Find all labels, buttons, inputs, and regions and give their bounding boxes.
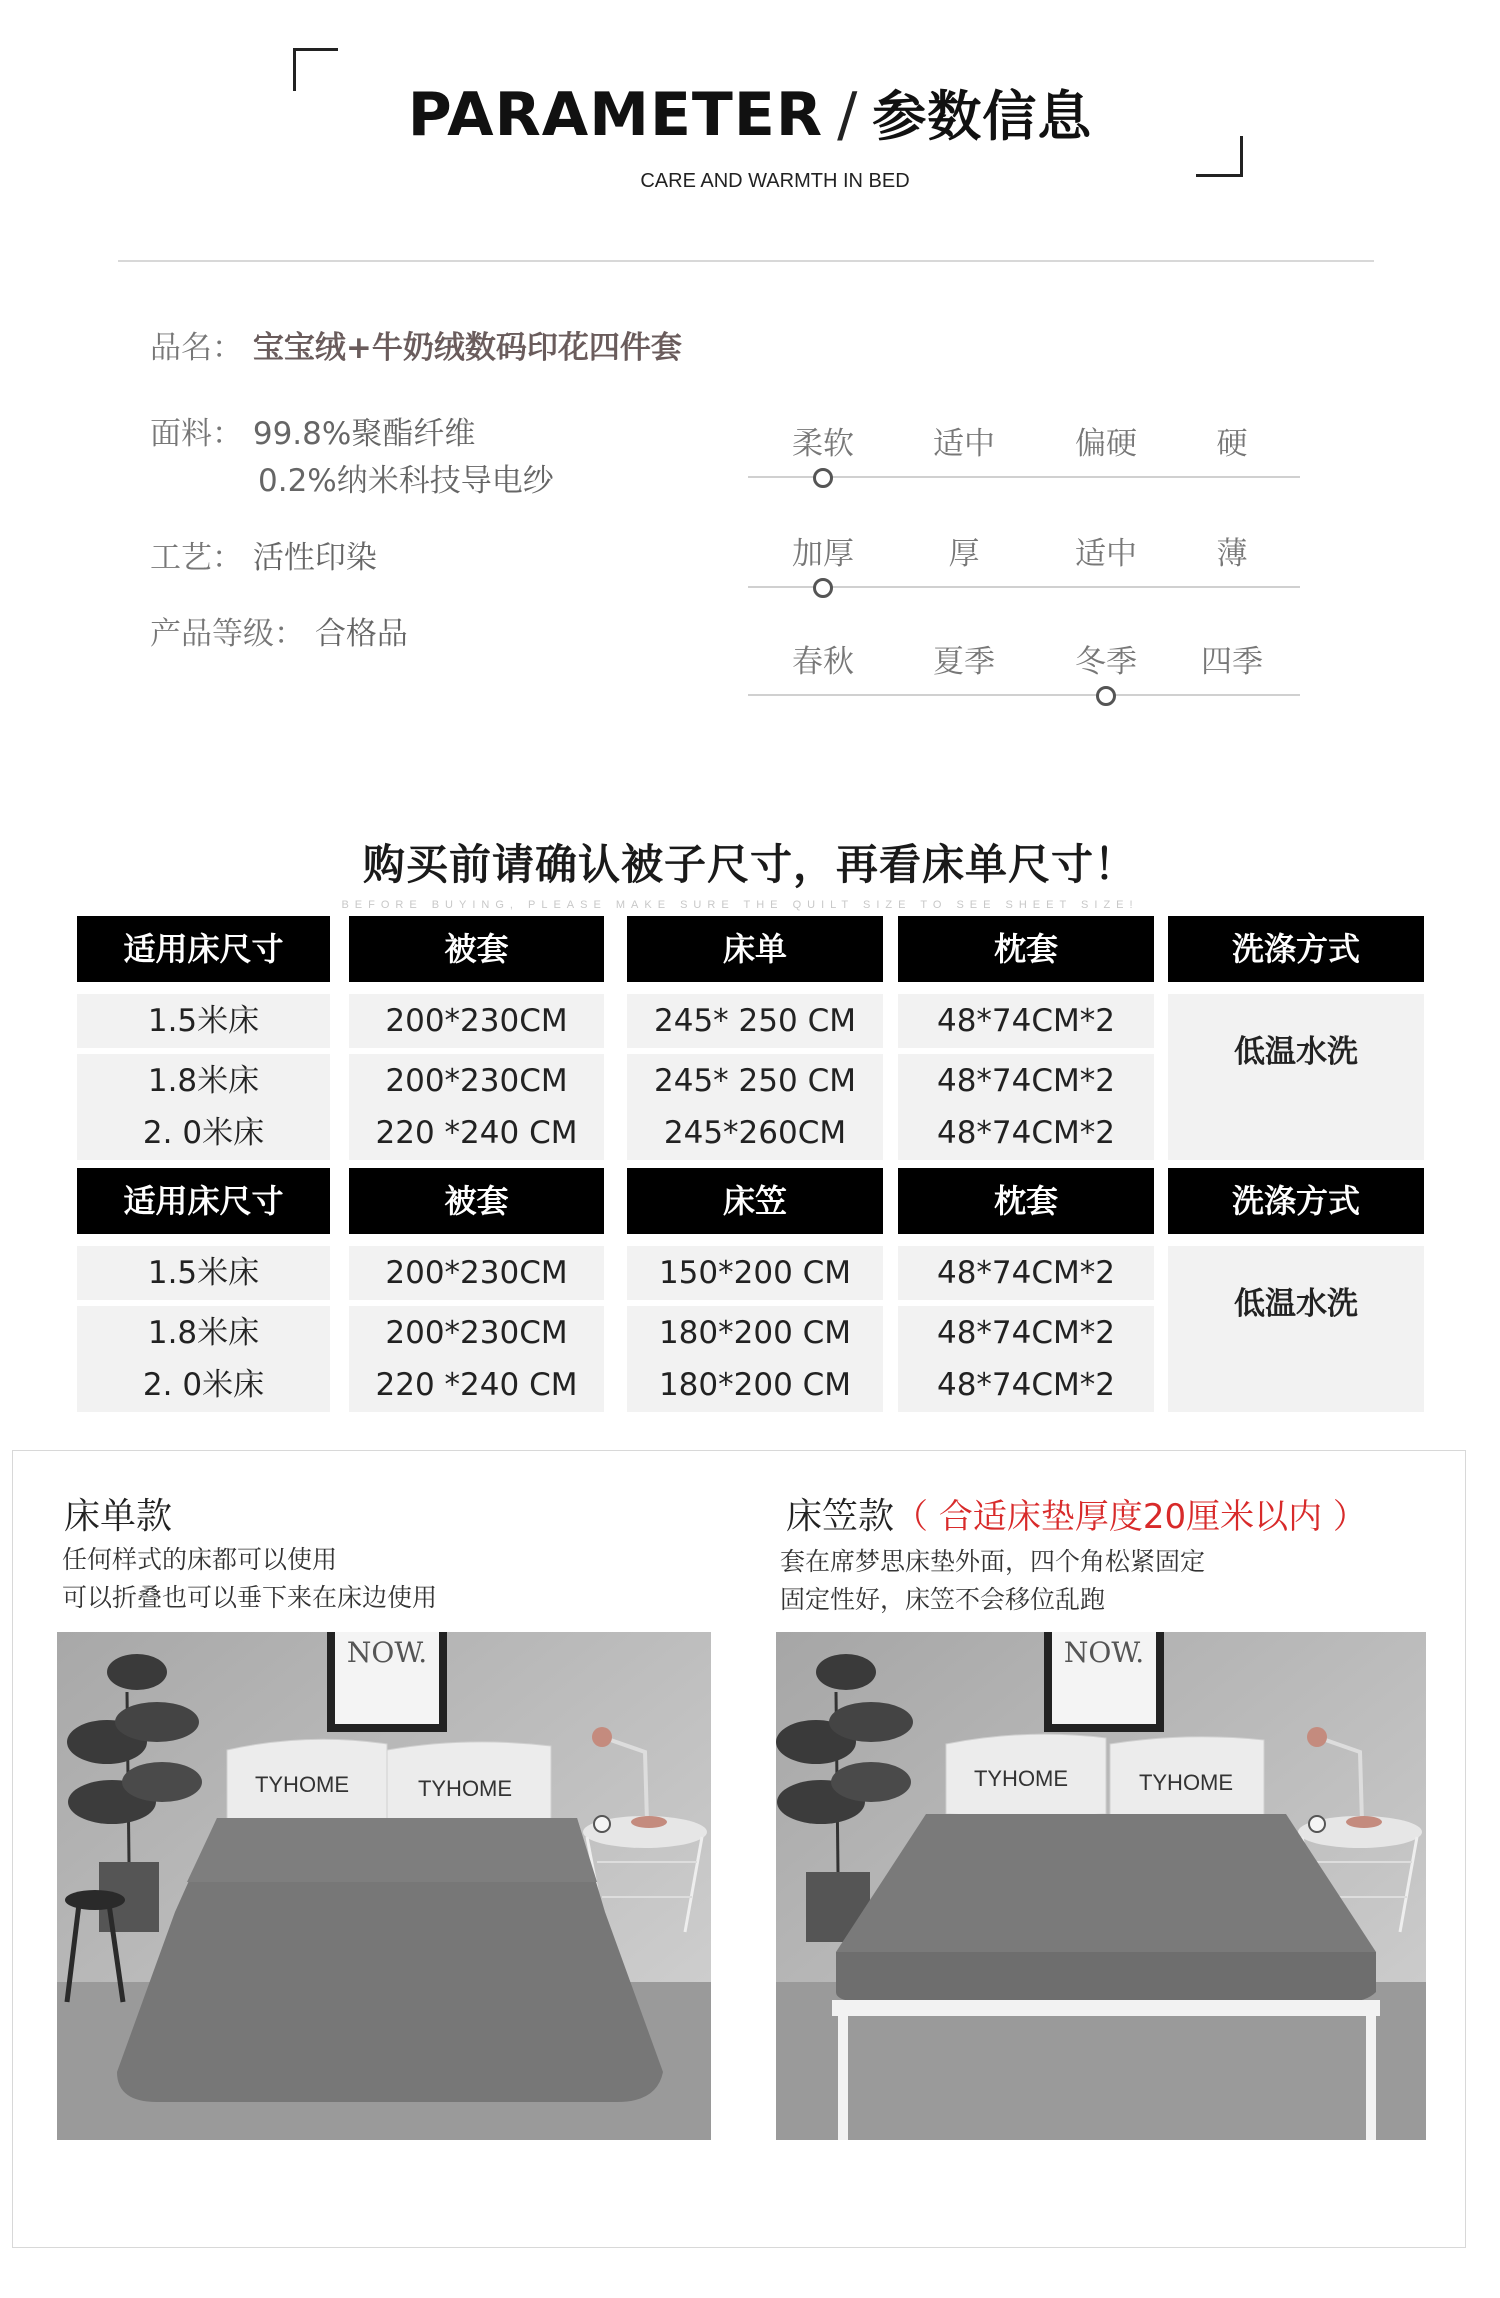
pillow-right-text: TYHOME: [417, 1776, 513, 1801]
table-cell: 1.8米床: [77, 1054, 330, 1108]
param-craft-label: 工艺：: [150, 540, 243, 576]
wash-method-cell: 低温水洗: [1168, 994, 1424, 1160]
size-notice-title: 购买前请确认被子尺寸，再看床单尺寸！: [362, 840, 1137, 889]
sheet-style-photo: [57, 1632, 711, 2140]
table-cell: 48*74CM*2: [898, 1246, 1154, 1300]
table-header-cell: 被套: [349, 1168, 604, 1234]
header-divider: [118, 260, 1374, 262]
fitted-style-line2: 固定性好，床笠不会移位乱跑: [780, 1585, 1106, 1614]
table-header-cell: 床单: [627, 916, 883, 982]
table-cell: 48*74CM*2: [898, 1106, 1154, 1160]
param-fabric: [150, 408, 475, 453]
title-en: PARAMETER: [407, 80, 824, 150]
table-header-cell: 适用床尺寸: [77, 1168, 330, 1234]
table-cell: 150*200 CM: [627, 1246, 883, 1300]
table-cell: 245* 250 CM: [627, 994, 883, 1048]
table-cell: 48*74CM*2: [898, 994, 1154, 1048]
fitted-bed-illustration: [776, 1632, 1426, 2140]
table-cell: 1.5米床: [77, 994, 330, 1048]
scale-option: 春秋: [792, 644, 854, 680]
page-subtitle: CARE AND WARMTH IN BED: [640, 170, 910, 192]
scale-option: 厚: [948, 536, 980, 572]
param-grade-value: 合格品: [314, 616, 408, 652]
scale-option: 偏硬: [1075, 426, 1137, 462]
table-header-cell: 床笠: [627, 1168, 883, 1234]
table-cell: 48*74CM*2: [898, 1306, 1154, 1360]
fitted-style-photo: [776, 1632, 1426, 2140]
scale-line: [748, 694, 1300, 696]
pillow-right-text-2: TYHOME: [1138, 1770, 1234, 1795]
scale-selected-dot: [813, 468, 833, 488]
scale-option: 加厚: [792, 536, 854, 572]
table-header-cell: 洗涤方式: [1168, 916, 1424, 982]
fitted-style-line1: 套在席梦思床垫外面，四个角松紧固定: [780, 1547, 1206, 1576]
scale-selected-dot: [1096, 686, 1116, 706]
fitted-style-title: 床笠款: [786, 1496, 895, 1537]
param-grade-label: 产品等级：: [150, 616, 305, 652]
title-cn: 参数信息: [872, 85, 1093, 148]
sheet-bed-illustration: [57, 1632, 711, 2140]
table-cell: 1.5米床: [77, 1246, 330, 1300]
table-cell: 48*74CM*2: [898, 1358, 1154, 1412]
title-slash: /: [837, 80, 859, 150]
param-name: [150, 322, 682, 367]
pillow-left-text: TYHOME: [254, 1772, 350, 1797]
param-name-label: 品名：: [150, 330, 243, 366]
param-craft-value: 活性印染: [252, 540, 377, 576]
param-fabric-line2: 0.2%纳米科技导电纱: [258, 463, 554, 499]
table-cell: 200*230CM: [349, 1246, 604, 1300]
fitted-style-note: （ 合适床垫厚度20厘米以内 ）: [894, 1497, 1367, 1537]
frame-text: NOW.: [346, 1636, 428, 1669]
table-header-cell: 洗涤方式: [1168, 1168, 1424, 1234]
table-cell: 200*230CM: [349, 994, 604, 1048]
table-cell: 220 *240 CM: [349, 1358, 604, 1412]
table-cell: 180*200 CM: [627, 1306, 883, 1360]
table-header-cell: 枕套: [898, 1168, 1154, 1234]
param-name-value: 宝宝绒+牛奶绒数码印花四件套: [252, 330, 682, 366]
scale-option: 四季: [1201, 644, 1263, 680]
table-cell: 1.8米床: [77, 1306, 330, 1360]
table-cell: 2. 0米床: [77, 1106, 330, 1160]
scale-option: 柔软: [792, 426, 854, 462]
sheet-style-line1: 任何样式的床都可以使用: [62, 1545, 338, 1574]
page-title: [0, 74, 1500, 151]
scale-option: 硬: [1216, 426, 1248, 462]
param-grade: [150, 608, 408, 653]
param-fabric-line1: 99.8%聚酯纤维: [252, 416, 476, 452]
table-cell: 2. 0米床: [77, 1358, 330, 1412]
wash-method-cell: 低温水洗: [1168, 1246, 1424, 1412]
table-cell: 220 *240 CM: [349, 1106, 604, 1160]
sheet-style-line2: 可以折叠也可以垂下来在床边使用: [62, 1583, 438, 1612]
table-cell: 180*200 CM: [627, 1358, 883, 1412]
table-cell: 245*260CM: [627, 1106, 883, 1160]
frame-text-2: NOW.: [1063, 1636, 1145, 1669]
param-fabric-label: 面料：: [150, 416, 243, 452]
scale-option: 夏季: [933, 644, 995, 680]
table-header-cell: 适用床尺寸: [77, 916, 330, 982]
table-cell: 48*74CM*2: [898, 1054, 1154, 1108]
sheet-style-title: 床单款: [64, 1496, 173, 1537]
table-cell: 245* 250 CM: [627, 1054, 883, 1108]
scale-option: 冬季: [1075, 644, 1137, 680]
scale-selected-dot: [813, 578, 833, 598]
pillow-left-text-2: TYHOME: [973, 1766, 1069, 1791]
fitted-style-heading: [786, 1488, 1367, 1539]
table-header-cell: 被套: [349, 916, 604, 982]
size-notice-subtitle: BEFORE BUYING, PLEASE MAKE SURE THE QUILT SIZE TO SEE SHEET SIZE!: [341, 899, 1139, 911]
scale-option: 薄: [1216, 536, 1248, 572]
param-craft: [150, 532, 377, 577]
table-cell: 200*230CM: [349, 1306, 604, 1360]
scale-option: 适中: [933, 426, 995, 462]
scale-option: 适中: [1075, 536, 1137, 572]
table-header-cell: 枕套: [898, 916, 1154, 982]
table-cell: 200*230CM: [349, 1054, 604, 1108]
